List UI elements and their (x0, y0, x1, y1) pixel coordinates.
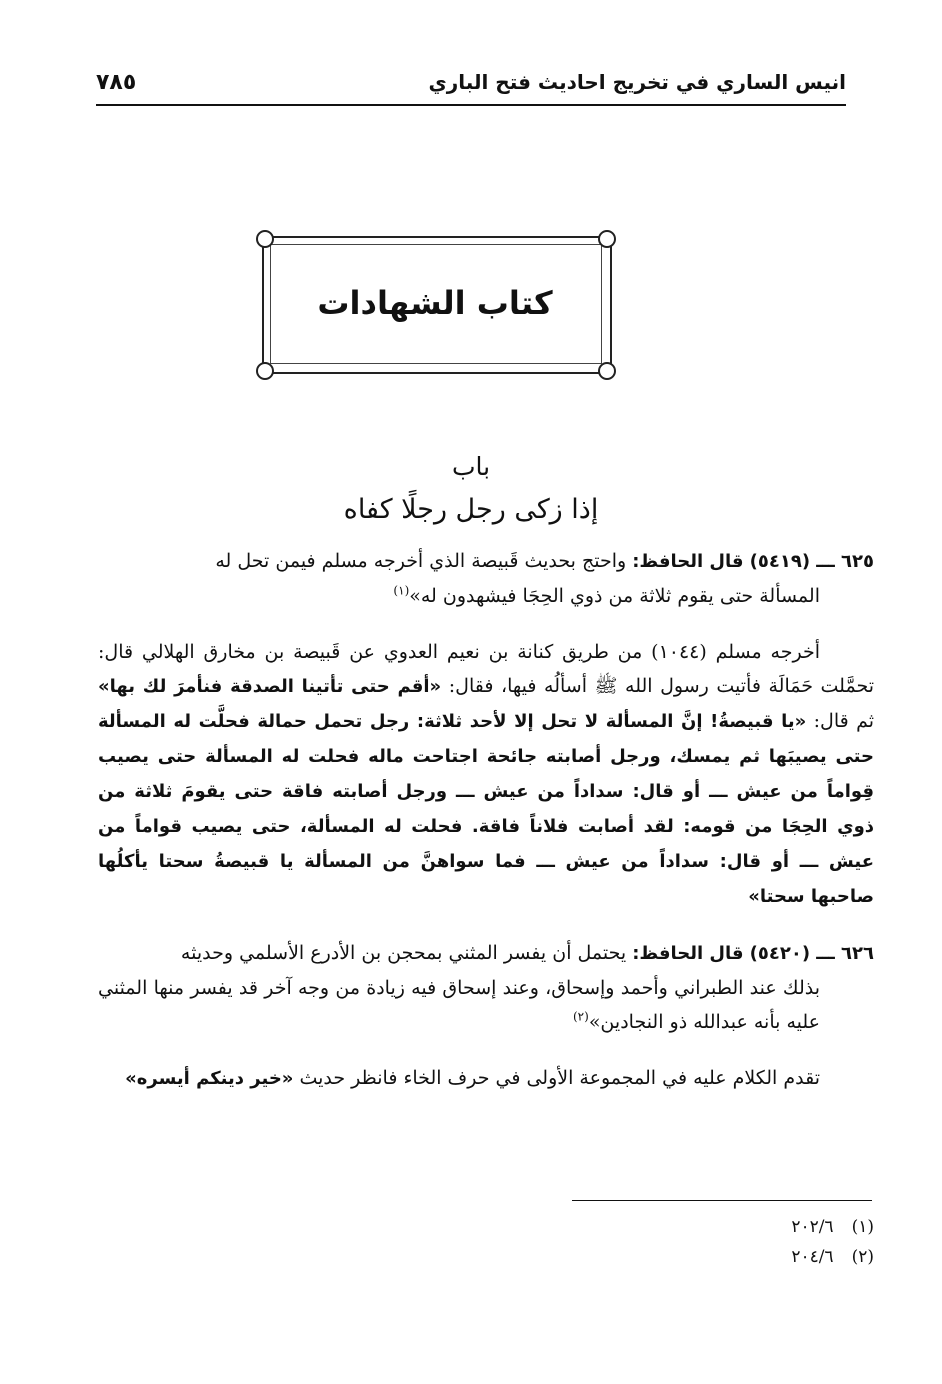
entry-text-continued (98, 971, 874, 1039)
takhrij-paragraph (98, 635, 874, 914)
footnote (791, 1212, 874, 1242)
entry-text-continued (98, 579, 874, 613)
footnote (791, 1242, 874, 1272)
paragraph-text: أخرجه مسلم (١٠٤٤) من طريق كنانة بن نعيم العدوي عن قَبيصة بن مخارق الهلالي قال: تحمَّلت حَمَالَة فأتيت رسول الله ﷺ أسألُه فيها، فقال: (98, 641, 875, 697)
book-title: كتاب الشهادات (317, 284, 553, 322)
chapter-title: إذا زكى رجل رجلًا كفاه (343, 494, 599, 525)
main-text (98, 544, 874, 1118)
footnote-ref: (٢) (572, 1009, 589, 1024)
paragraph-text: تقدم الكلام عليه في المجموعة الأولى في حرف الخاء فانظر حديث (299, 1067, 820, 1089)
frame-corner-ornament (598, 230, 616, 248)
entry-text: واحتج بحديث قَبيصة الذي أخرجه مسلم فيمن تحل له (215, 550, 627, 572)
page-number: ٧٨٥ (96, 70, 137, 95)
chapter-label: باب (451, 452, 491, 481)
entry-lead: قال الحافظ: (632, 551, 744, 572)
footnote-marker: (٢) (851, 1247, 874, 1267)
paragraph-text: ثم قال: (813, 710, 875, 732)
quoted-hadith: «يا قبيصةُ! إنَّ المسألة لا تحل إلا لأحد ثلاثة: رجل تحمل حمالة فحلَّت له المسألة حتى يصيبَها ثم يمسك، ورجل أصابته جائحة اجتاحت ماله فحلت له المسألة حتى يصيب قِواماً من عيش ـــ أو قال: سداداً من عيش ـــ ورجل أصابته فاقة حتى يقومَ ثلاثة من ذوي الحِجَا من قومه: لقد أصابت فلاناً فاقة. فحلت له المسألة، حتى يصيب قواماً من عيش ـــ أو قال: سداداً من عيش ـــ فما سواهنَّ من المسألة يا قبيصةُ سحتا يأكلُها صاحبها سحتا» (98, 711, 874, 907)
footnote-text: ٢٠٤/٦ (791, 1247, 834, 1267)
quoted-hadith: «أقم حتى تأتينا الصدقة فنأمرَ لك بها» (98, 676, 442, 697)
hadith-entry-625 (98, 544, 874, 613)
hadith-entry-626 (98, 936, 874, 1039)
quoted-hadith: «خير دينكم أيسره» (125, 1068, 294, 1089)
entry-lead: قال الحافظ: (632, 943, 744, 964)
footnote-text: ٢٠٢/٦ (791, 1217, 834, 1237)
footnote-ref: (١) (393, 583, 410, 598)
entry-number: ٦٢٥ ـــ (٥٤١٩) (749, 551, 874, 572)
running-title: انيس الساري في تخريج احاديث فتح الباري (428, 70, 846, 94)
entry-text-line: بذلك عند الطبراني وأحمد وإسحاق، وعند إسحاق فيه زيادة من وجه آخر قد يفسر (190, 977, 820, 999)
footnote-marker: (١) (851, 1217, 874, 1237)
entry-text-line: المسألة حتى يقوم ثلاثة من ذوي الحِجَا فيشهدون له» (409, 585, 820, 607)
entry-text: يحتمل أن يفسر المثني بمحجن بن الأدرع الأسلمي وحديثه (180, 942, 627, 964)
entry-number: ٦٢٦ ـــ (٥٤٢٠) (749, 943, 874, 964)
footnotes (791, 1212, 874, 1272)
footnote-rule (572, 1200, 872, 1201)
closing-paragraph (98, 1061, 874, 1096)
frame-corner-ornament (598, 362, 616, 380)
frame-corner-ornament (256, 362, 274, 380)
page-header (96, 62, 846, 102)
entry-text-line: منها المثني عليه بأنه عبدالله ذو النجادين» (98, 977, 820, 1033)
header-rule (96, 104, 846, 106)
